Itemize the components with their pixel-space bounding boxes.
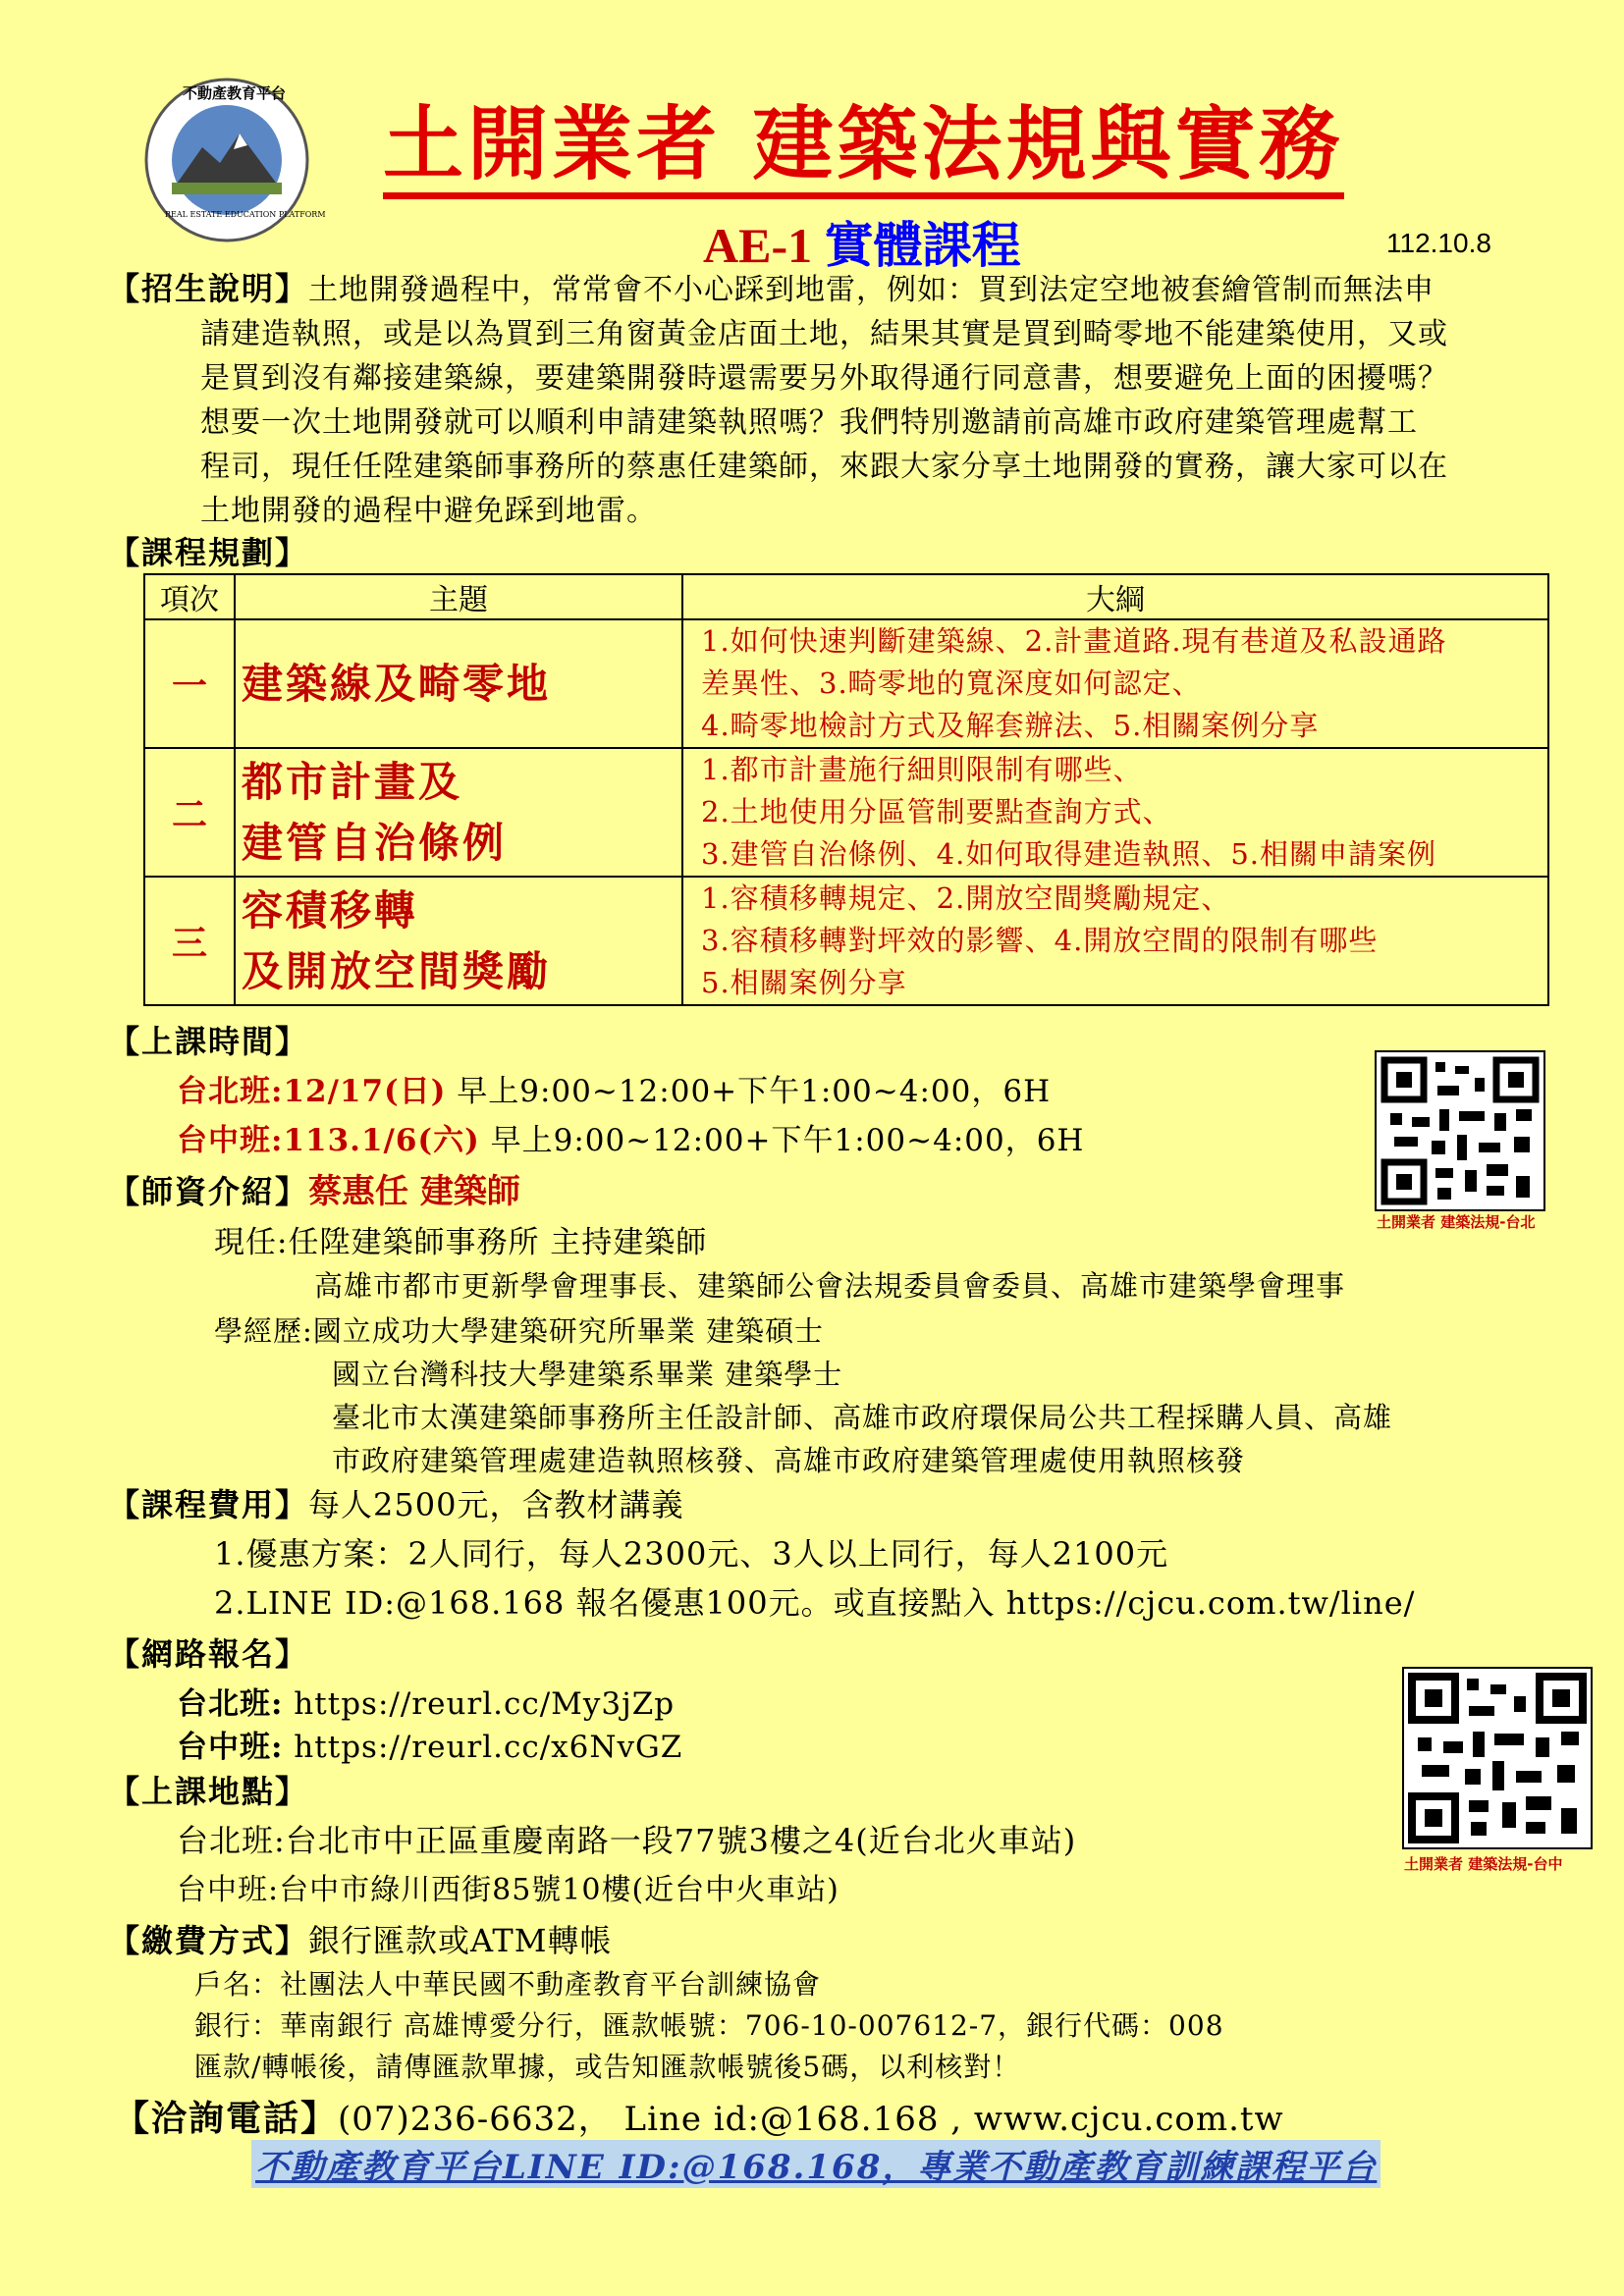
- register-taipei-url[interactable]: https://reurl.cc/My3jZp: [283, 1686, 676, 1722]
- table-row: [144, 877, 1548, 1005]
- contact-info[interactable]: (07)236-6632， Line id:@168.168 , www.cjcu.com.tw: [338, 2100, 1284, 2139]
- contact-heading: 【洽詢電話】: [114, 2098, 339, 2139]
- outline-line: 3.容積移轉對坪效的影響、4.開放空間的限制有哪些: [701, 924, 1379, 957]
- payment-heading: 【繳費方式】: [108, 1922, 309, 1959]
- footer-banner: 不動產教育平台LINE ID:@168.168，專業不動產教育訓練課程平台: [251, 2140, 1380, 2188]
- location-heading: 【上課地點】: [108, 1773, 309, 1810]
- register-heading: 【網路報名】: [108, 1635, 309, 1673]
- outline-line: 1.都市計畫施行細則限制有哪些、: [701, 753, 1143, 786]
- outline-line: 1.如何快速判斷建築線、2.計畫道路.現有巷道及私設通路: [701, 624, 1447, 658]
- topic-line: 容積移轉: [242, 885, 419, 934]
- recruit-line-3: 想要一次土地開發就可以順利申請建築執照嗎？我們特別邀請前高雄市政府建築管理處幫工: [200, 405, 1418, 440]
- outline-line: 3.建管自治條例、4.如何取得建造執照、5.相關申請案例: [701, 837, 1437, 871]
- subtitle-code: AE-1: [703, 218, 813, 273]
- register-taipei-label: 台北班:: [177, 1686, 284, 1722]
- teacher-edu3: 臺北市太漢建築師事務所主任設計師、高雄市政府環保局公共工程採購人員、高雄: [332, 1401, 1393, 1434]
- schedule-heading: 【上課時間】: [108, 1023, 309, 1060]
- table-row: [144, 748, 1548, 877]
- outline-line: 5.相關案例分享: [701, 966, 907, 999]
- topic-line: 及開放空間獎勵: [242, 946, 552, 995]
- row-topic: [235, 877, 682, 1005]
- row-topic: [235, 748, 682, 877]
- location-taipei: 台北班:台北市中正區重慶南路一段77號3樓之4(近台北火車站): [177, 1822, 1077, 1859]
- teacher-heading-row: [108, 1164, 520, 1212]
- outline-line: 2.土地使用分區管制要點查詢方式、: [701, 795, 1172, 828]
- teacher-heading: 【師資介紹】: [108, 1173, 309, 1210]
- topic-line: 都市計畫及: [242, 757, 463, 806]
- recruit-section: [108, 267, 1532, 533]
- location-taichung: 台中班:台中市綠川西街85號10樓(近台中火車站): [177, 1873, 839, 1907]
- teacher-edu2: 國立台灣科技大學建築系畢業 建築學士: [332, 1358, 843, 1391]
- recruit-line-1: 請建造執照，或是以為買到三角窗黃金店面土地，結果其實是買到畸零地不能建築使用，又或: [200, 317, 1448, 351]
- register-taichung-url[interactable]: https://reurl.cc/x6NvGZ: [283, 1730, 683, 1765]
- fee-main: 每人2500元，含教材講義: [308, 1486, 684, 1523]
- qr-code-taipei[interactable]: [1375, 1050, 1545, 1211]
- fee-heading: 【課程費用】: [108, 1486, 309, 1523]
- issue-date: 112.10.8: [1386, 228, 1491, 258]
- table-row: [144, 619, 1548, 748]
- outline-line: 1.容積移轉規定、2.開放空間獎勵規定、: [701, 881, 1231, 915]
- fee-item1: 1.優惠方案：2人同行，每人2300元、3人以上同行，每人2100元: [214, 1535, 1169, 1573]
- col-topic: 主題: [235, 574, 682, 619]
- row-no: 三: [144, 877, 235, 1005]
- recruit-line-5: 土地開發的過程中避免踩到地雷。: [200, 494, 657, 528]
- logo-label: 不動產教育平台: [183, 84, 287, 102]
- contact-row: [114, 2091, 1284, 2141]
- qr-code-taichung[interactable]: [1402, 1667, 1593, 1849]
- register-taichung: [177, 1722, 682, 1766]
- schedule-taipei-label: 台北班:12/17(日): [177, 1074, 447, 1109]
- topic-line: 建管自治條例: [242, 818, 508, 867]
- col-outline: 大綱: [682, 574, 1548, 619]
- page-title: 土開業者 建築法規與實務: [383, 98, 1344, 199]
- schedule-taichung-label: 台中班:113.1/6(六): [177, 1123, 480, 1158]
- row-no: 一: [144, 619, 235, 748]
- fee-item2[interactable]: 2.LINE ID:@168.168 報名優惠100元。或直接點入 https://cjcu.com.tw/line/: [214, 1584, 1416, 1622]
- plan-heading: 【課程規劃】: [108, 534, 309, 571]
- teacher-name: 蔡惠任 建築師: [308, 1172, 520, 1211]
- schedule-taichung-time: 早上9:00~12:00+下午1:00~4:00，6H: [479, 1123, 1085, 1158]
- teacher-edu4: 市政府建築管理處建造執照核發、高雄市政府建築管理處使用執照核發: [332, 1444, 1246, 1477]
- payment-heading-row: [108, 1916, 613, 1961]
- outline-line: 差異性、3.畸零地的寬深度如何認定、: [701, 667, 1202, 700]
- payment-method: 銀行匯款或ATM轉帳: [308, 1922, 613, 1959]
- qr-label-taichung: 土開業者 建築法規-台中: [1404, 1855, 1563, 1873]
- schedule-taipei-time: 早上9:00~12:00+下午1:00~4:00，6H: [446, 1074, 1052, 1109]
- schedule-taichung: [177, 1115, 1084, 1159]
- register-taichung-label: 台中班:: [177, 1730, 284, 1765]
- register-taipei: [177, 1679, 675, 1723]
- row-outline: [682, 748, 1548, 877]
- row-no: 二: [144, 748, 235, 877]
- recruit-line-0: 土地開發過程中，常常會不小心踩到地雷，例如：買到法定空地被套繪管制而無法申: [308, 273, 1435, 307]
- qr-label-taipei: 土開業者 建築法規-台北: [1377, 1213, 1536, 1231]
- payment-account: 戶名：社團法人中華民國不動產教育平台訓練協會: [194, 1968, 822, 2001]
- recruit-heading: 【招生說明】: [108, 270, 309, 307]
- course-plan-table: [143, 573, 1549, 1006]
- outline-line: 4.畸零地檢討方式及解套辦法、5.相關案例分享: [701, 709, 1320, 742]
- row-topic: [235, 619, 682, 748]
- fee-heading-row: [108, 1480, 683, 1525]
- logo-sub: REAL ESTATE EDUCATION PLATFORM: [165, 210, 326, 219]
- teacher-current: 現任:任陞建築師事務所 主持建築師: [214, 1225, 708, 1260]
- schedule-taipei: [177, 1066, 1051, 1110]
- recruit-line-4: 程司，現任任陞建築師事務所的蔡惠任建築師，來跟大家分享土地開發的實務，讓大家可以在: [200, 450, 1448, 484]
- teacher-edu1: 學經歷:國立成功大學建築研究所畢業 建築碩士: [214, 1314, 824, 1348]
- row-outline: [682, 619, 1548, 748]
- subtitle-text: 實體課程: [824, 217, 1021, 274]
- teacher-current2: 高雄市都市更新學會理事長、建築師公會法規委員會委員、高雄市建築學會理事: [314, 1269, 1346, 1303]
- topic-line: 建築線及畸零地: [242, 659, 552, 708]
- recruit-line-2: 是買到沒有鄰接建築線，要建築開發時還需要另外取得通行同意書，想要避免上面的困擾嗎？: [200, 361, 1448, 396]
- payment-note: 匯款/轉帳後，請傳匯款單據，或告知匯款帳號後5碼，以利核對！: [194, 2051, 1021, 2083]
- payment-bank: 銀行：華南銀行 高雄博愛分行，匯款帳號：706-10-007612-7，銀行代碼：008: [194, 2009, 1224, 2042]
- row-outline: [682, 877, 1548, 1005]
- col-no: 項次: [144, 574, 235, 619]
